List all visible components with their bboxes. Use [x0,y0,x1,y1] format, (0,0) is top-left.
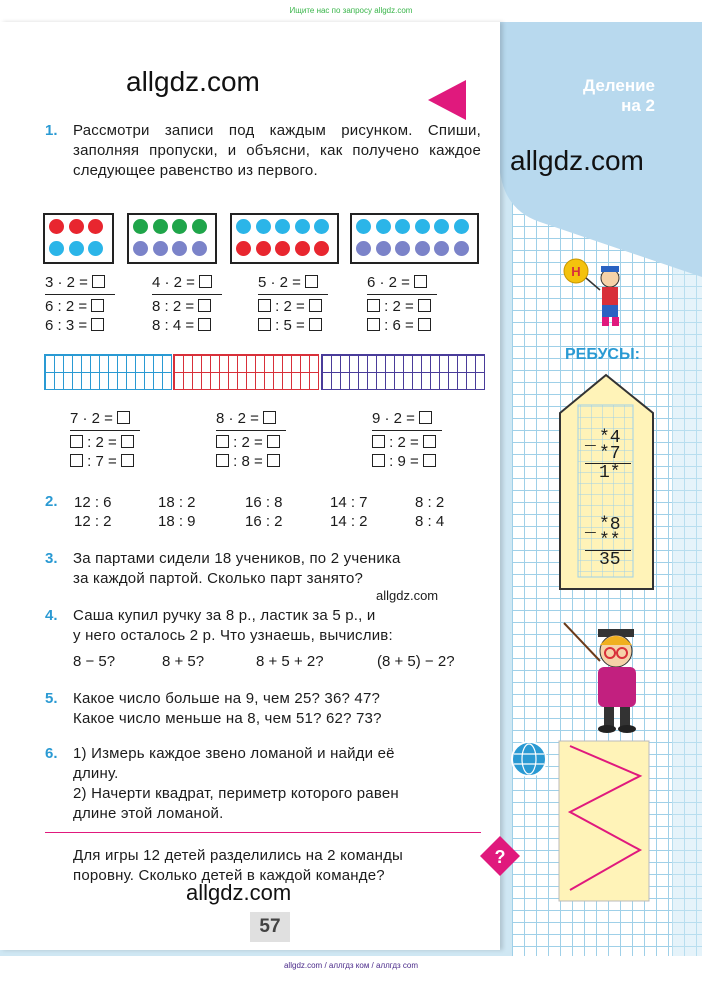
pink-triangle-icon [428,80,466,120]
equation-set: 8 · 2 = : 2 = : 8 = [216,409,286,471]
dot [376,241,391,256]
dot [314,241,329,256]
expression: (8 + 5) − 2? [377,653,455,670]
dot [153,241,168,256]
task-number: 2. [45,493,58,510]
expression: 8 + 5 + 2? [256,653,324,670]
expression-pair: 14 : 7 14 : 2 [330,494,368,530]
dot [172,219,187,234]
dot [192,241,207,256]
dot [88,219,103,234]
task-text: Саша купил ручку за 8 р., ластик за 5 р., и у него осталось 2 р. Что узнаешь, вычислив: [73,607,393,644]
dot [376,219,391,234]
dot [415,219,430,234]
task-number: 3. [45,550,58,567]
dot [88,241,103,256]
dot [172,241,187,256]
cell-strip [321,354,485,390]
dot [133,241,148,256]
cell-strip [173,354,319,390]
equation-set: 9 · 2 = : 2 = : 9 = [372,409,442,471]
task-number: 4. [45,607,58,624]
rebus-title: РЕБУСЫ: [565,346,640,363]
equation-set: 5 · 2 = : 2 = : 5 = [258,273,328,335]
question-icon [480,836,520,876]
professor-illustration [560,615,645,735]
watermark: allgdz.com [126,66,260,97]
dot-group [127,213,217,264]
watermark: allgdz.com [376,588,439,603]
dot [69,219,84,234]
dot [69,241,84,256]
svg-text:Н: Н [571,264,581,279]
dot [192,219,207,234]
dot [395,219,410,234]
expression: 8 − 5? [73,653,116,670]
top-banner[interactable]: Ищите нас по запросу allgdz.com [289,6,413,15]
task-number: 6. [45,745,58,762]
dot [454,219,469,234]
dot [356,241,371,256]
broken-line-card [558,740,650,902]
bonus-text: Для игры 12 детей разделились на 2 команды поровну. Сколько детей в каждой команде? [73,847,404,884]
dot [49,241,64,256]
dot [434,241,449,256]
equation-set: 4 · 2 = 8 : 2 = 8 : 4 = [152,273,222,335]
divider [45,832,481,833]
bottom-banner[interactable]: allgdz.com / аллгдз ком / аллгдз com [283,961,419,970]
dot [454,241,469,256]
dot [236,219,251,234]
task-text: Какое число больше на 9, чем 25? 36? 47? Какое число меньше на 8, чем 51? 62? 73? [73,690,382,727]
dot-group [350,213,479,264]
dot [314,219,329,234]
dot [275,241,290,256]
dot [133,219,148,234]
equation-set: 3 · 2 = 6 : 2 = 6 : 3 = [45,273,115,335]
dot-group [43,213,114,264]
globe-icon [510,740,548,778]
expression: 8 + 5? [162,653,205,670]
svg-text:?: ? [494,847,506,867]
task-number: 1. [45,122,58,139]
dot [295,241,310,256]
equation-set: 6 · 2 = : 2 = : 6 = [367,273,437,335]
dot [434,219,449,234]
task-text: 1) Измерь каждое звено ломаной и найди её длину. 2) Начерти квадрат, периметр которого равен длине этой ломаной. [73,745,399,822]
dot [256,219,271,234]
dot [49,219,64,234]
dot-group [230,213,339,264]
boy-with-flag-illustration [562,258,632,330]
cell-strip [44,354,172,390]
dot [153,219,168,234]
expression-pair: 12 : 6 12 : 2 [74,494,112,530]
page-number: 57 [250,912,290,942]
equation-set: 7 · 2 = : 2 = : 7 = [70,409,140,471]
dot [256,241,271,256]
dot [395,241,410,256]
expression-pair: 16 : 8 16 : 2 [245,494,283,530]
dot [275,219,290,234]
expression-pair: 18 : 2 18 : 9 [158,494,196,530]
task-text: За партами сидели 18 учеников, по 2 ученика за каждой партой. Сколько парт занято? [73,550,401,587]
dot [295,219,310,234]
dot [236,241,251,256]
watermark: allgdz.com [186,880,292,905]
task-text: Рассмотри записи под каждым рисунком. Спиши, заполняя пропуски, и объясни, как получено каждое следующее равенство из первого. [73,122,481,179]
task-number: 5. [45,690,58,707]
expression-pair: 8 : 2 8 : 4 [415,494,445,530]
dot [356,219,371,234]
section-title: Деление на 2 [583,76,655,115]
dot [415,241,430,256]
watermark: allgdz.com [510,145,644,176]
